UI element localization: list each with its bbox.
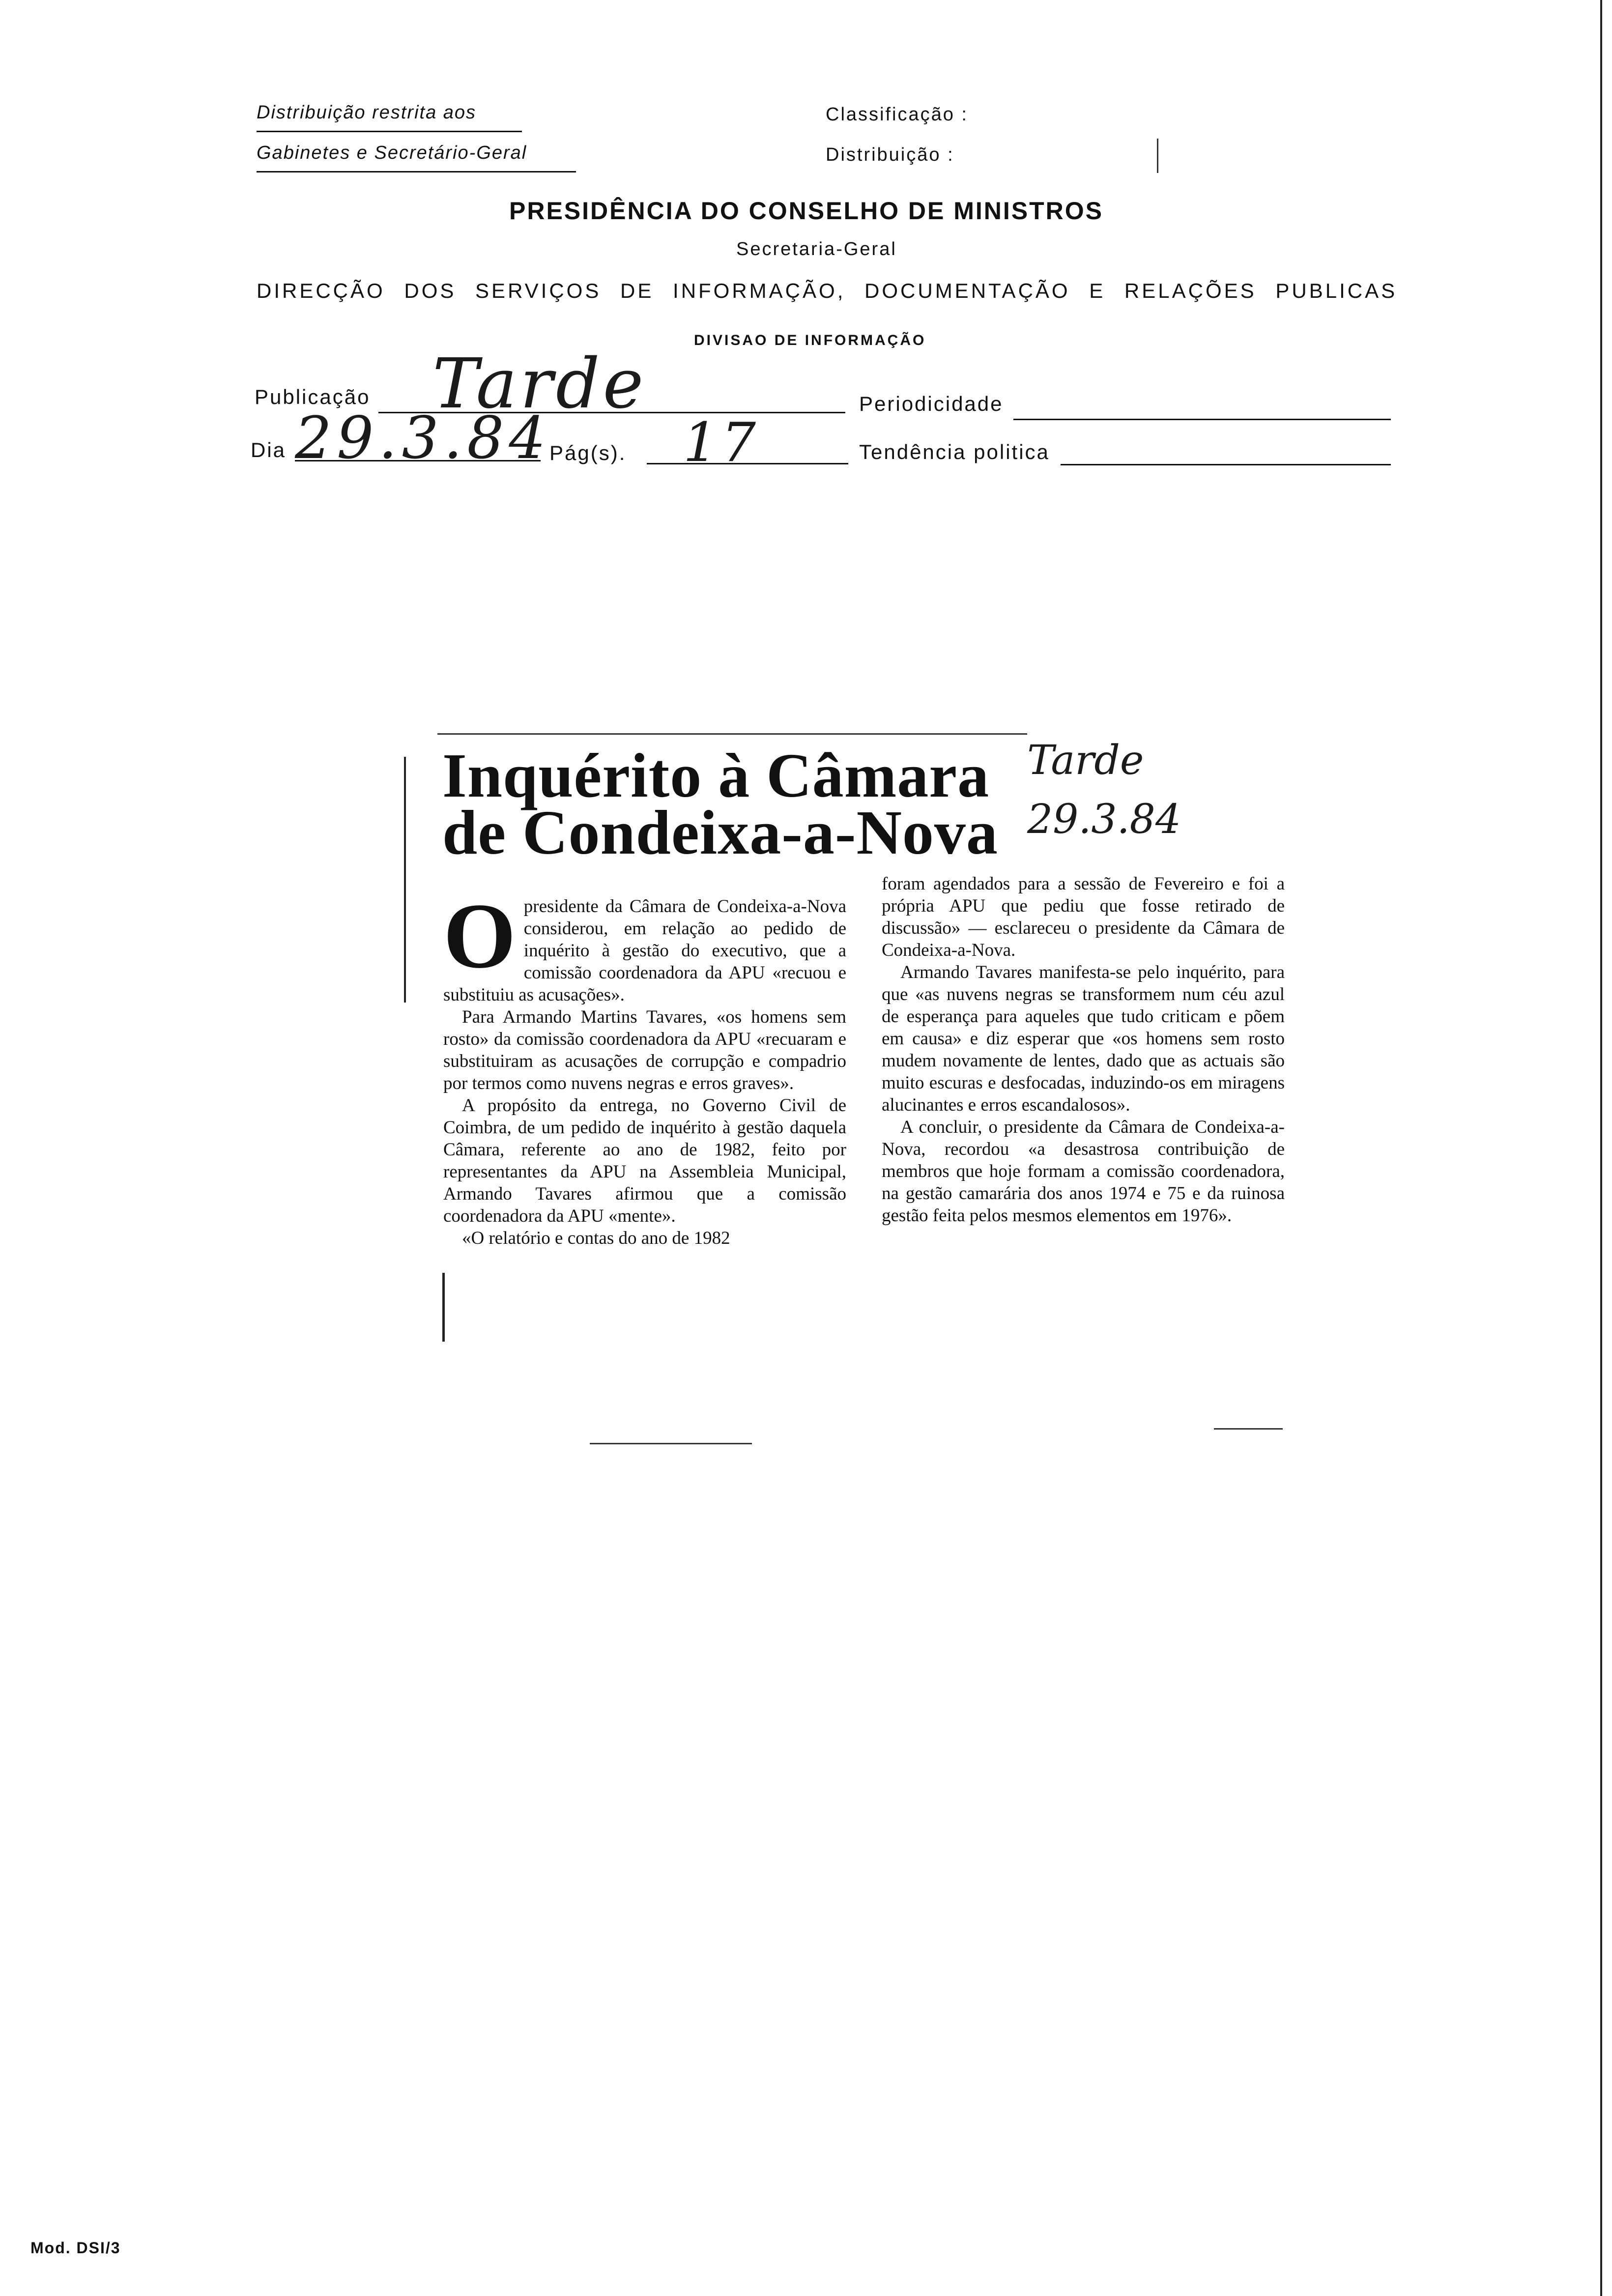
distribution-restriction-line2: Gabinetes e Secretário-Geral (257, 143, 527, 163)
political-tendency-field-line (1061, 464, 1391, 465)
clipping-left-edge (404, 757, 406, 1003)
distribution-restriction-line1: Distribuição restrita aos (257, 102, 477, 123)
presidency-title: PRESIDÊNCIA DO CONSELHO DE MINISTROS (509, 197, 1104, 225)
scan-mark-top (1157, 139, 1158, 173)
article-col2-paragraph-1: foram agendados para a sessão de Fevereiro e foi a própria APU que pediu que fosse retirado de discussão» — esclareceu o presidente da Câmara de Condeixa-a-Nova. (882, 874, 1285, 960)
article-column-2 (882, 873, 1285, 1227)
article-headline-line1: Inquérito à Câmara (442, 741, 990, 810)
publication-label: Publicação (255, 385, 371, 408)
day-handwritten-value: 29.3.84 (295, 404, 551, 472)
pages-handwritten-value: 17 (683, 411, 760, 474)
article-dropcap: O (443, 885, 516, 988)
periodicity-field-line (1013, 419, 1391, 420)
handwritten-date-note: 29.3.84 (1027, 796, 1181, 843)
directorate-title: DIRECÇÃO DOS SERVIÇOS DE INFORMAÇÃO, DOCUMENTAÇÃO E RELAÇÕES PUBLICAS (257, 279, 1398, 302)
pages-label: Pág(s). (549, 441, 627, 464)
handwritten-source-note: Tarde (1027, 737, 1144, 784)
classification-label: Classificação : (826, 104, 968, 125)
publication-handwritten-value: Tarde (432, 344, 647, 424)
distribution-label: Distribuição : (826, 144, 954, 165)
clipping-top-rule (437, 733, 1027, 735)
article-col1-paragraph-1: presidente da Câmara de Condeixa-a-Nova considerou, em relação ao pedido de inquérito à gestão do executivo, que a comissão coordenadora da APU «recuou e substituiu as acusações». (443, 896, 846, 1005)
article-col1-paragraph-3: A propósito da entrega, no Governo Civil de Coimbra, de um pedido de inquérito à gestão daquela Câmara, referente ao ano de 1982, feito por representantes da APU na Assembleia Municipal, Armando Tavares afirmou que a comissão coordenadora da APU «mente». (443, 1095, 846, 1226)
political-tendency-label: Tendência politica (859, 440, 1050, 463)
article-column-1 (443, 885, 846, 1249)
day-label: Dia (251, 438, 287, 461)
article-col2-paragraph-2: Armando Tavares manifesta-se pelo inquérito, para que «as nuvens negras se transformem num céu azul de esperança para aqueles que tudo criticam e põem em causa» e diz esperar que «os homens sem rosto mudem novamente de lentes, dado que as actuais são muito escuras e desfocadas, induzindo-os em miragens alucinantes e erros escandalosos». (882, 962, 1285, 1115)
article-col1-paragraph-2: Para Armando Martins Tavares, «os homens sem rosto» da comissão coordenadora da APU «recuaram e substituiram as acusações de corrupção e compadrio por termos como nuvens negras e erros graves». (443, 1007, 846, 1093)
distribution-underline-2 (257, 171, 576, 172)
article-col2-paragraph-3: A concluir, o presidente da Câmara de Condeixa-a-Nova, recordou «a desastrosa contribuição de membros que hoje formam a comissão coordenadora, na gestão camarária dos anos 1974 e 75 e da ruinosa gestão feita pelos mesmos elementos em 1976». (882, 1117, 1285, 1226)
periodicity-label: Periodicidade (859, 392, 1004, 415)
secretariat-subtitle: Secretaria-Geral (736, 239, 897, 259)
clipping-margin-mark (442, 1273, 445, 1342)
clipping-bottom-rule-col2 (1214, 1428, 1283, 1430)
distribution-underline-1 (257, 131, 522, 132)
division-title: DIVISAO DE INFORMAÇÃO (694, 332, 926, 348)
article-col1-paragraph-4: «O relatório e contas do ano de 1982 (462, 1228, 730, 1248)
scan-edge-line (1600, 0, 1602, 2296)
clipping-bottom-rule-col1 (590, 1443, 752, 1444)
form-model-code: Mod. DSI/3 (30, 2239, 121, 2257)
article-headline-line2: de Condeixa-a-Nova (442, 798, 998, 867)
